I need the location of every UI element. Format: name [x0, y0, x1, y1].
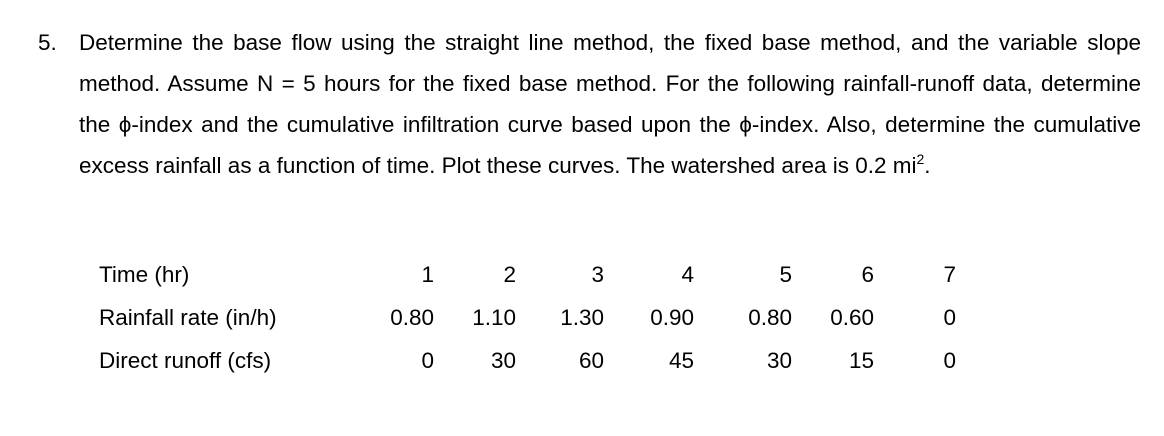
table-cell: 3	[591, 261, 604, 287]
problem-number: 5.	[38, 30, 57, 55]
table-cell: 0.80	[748, 304, 792, 330]
rainfall-rate-row	[99, 296, 956, 339]
table-cell: 30	[490, 347, 516, 373]
table-cell: 4	[681, 261, 694, 287]
row-label: Time (hr)	[99, 261, 190, 287]
table-cell: 45	[668, 347, 694, 373]
table-cell: 15	[848, 347, 874, 373]
table-cell: 30	[766, 347, 792, 373]
table-cell: 7	[943, 261, 956, 287]
table-cell: 6	[861, 261, 874, 287]
problem-text-body: Determine the base flow using the straight line method, the fixed base method, and the variable slope method. Assume N = 5 hours for the fixed base method. For the following rainfall-runoff data, determine the ϕ-index and the cumulative infiltration curve based upon the ϕ-index. Also, determine the cumulative excess rainfall as a function of time. Plot these curves. The watershed area is 0.2 mi	[79, 30, 1141, 178]
table-cell: 1.30	[560, 304, 604, 330]
direct-runoff-row	[99, 339, 956, 382]
row-label: Direct runoff (cfs)	[99, 347, 272, 373]
table-cell: 60	[578, 347, 604, 373]
table-cell: 1.10	[472, 304, 516, 330]
time-row	[99, 253, 956, 296]
table-cell: 0.80	[390, 304, 434, 330]
table-cell: 0	[421, 347, 434, 373]
table-cell: 0.90	[650, 304, 694, 330]
table-cell: 0.60	[830, 304, 874, 330]
table-cell: 0	[943, 347, 956, 373]
superscript-exponent: 2	[916, 151, 925, 167]
rainfall-runoff-table	[99, 253, 956, 382]
problem-text-end: .	[924, 153, 931, 178]
table-cell: 0	[943, 304, 956, 330]
row-label: Rainfall rate (in/h)	[99, 304, 277, 330]
problem-text	[79, 22, 1141, 186]
table-cell: 2	[503, 261, 516, 287]
table-cell: 1	[421, 261, 434, 287]
table-cell: 5	[779, 261, 792, 287]
